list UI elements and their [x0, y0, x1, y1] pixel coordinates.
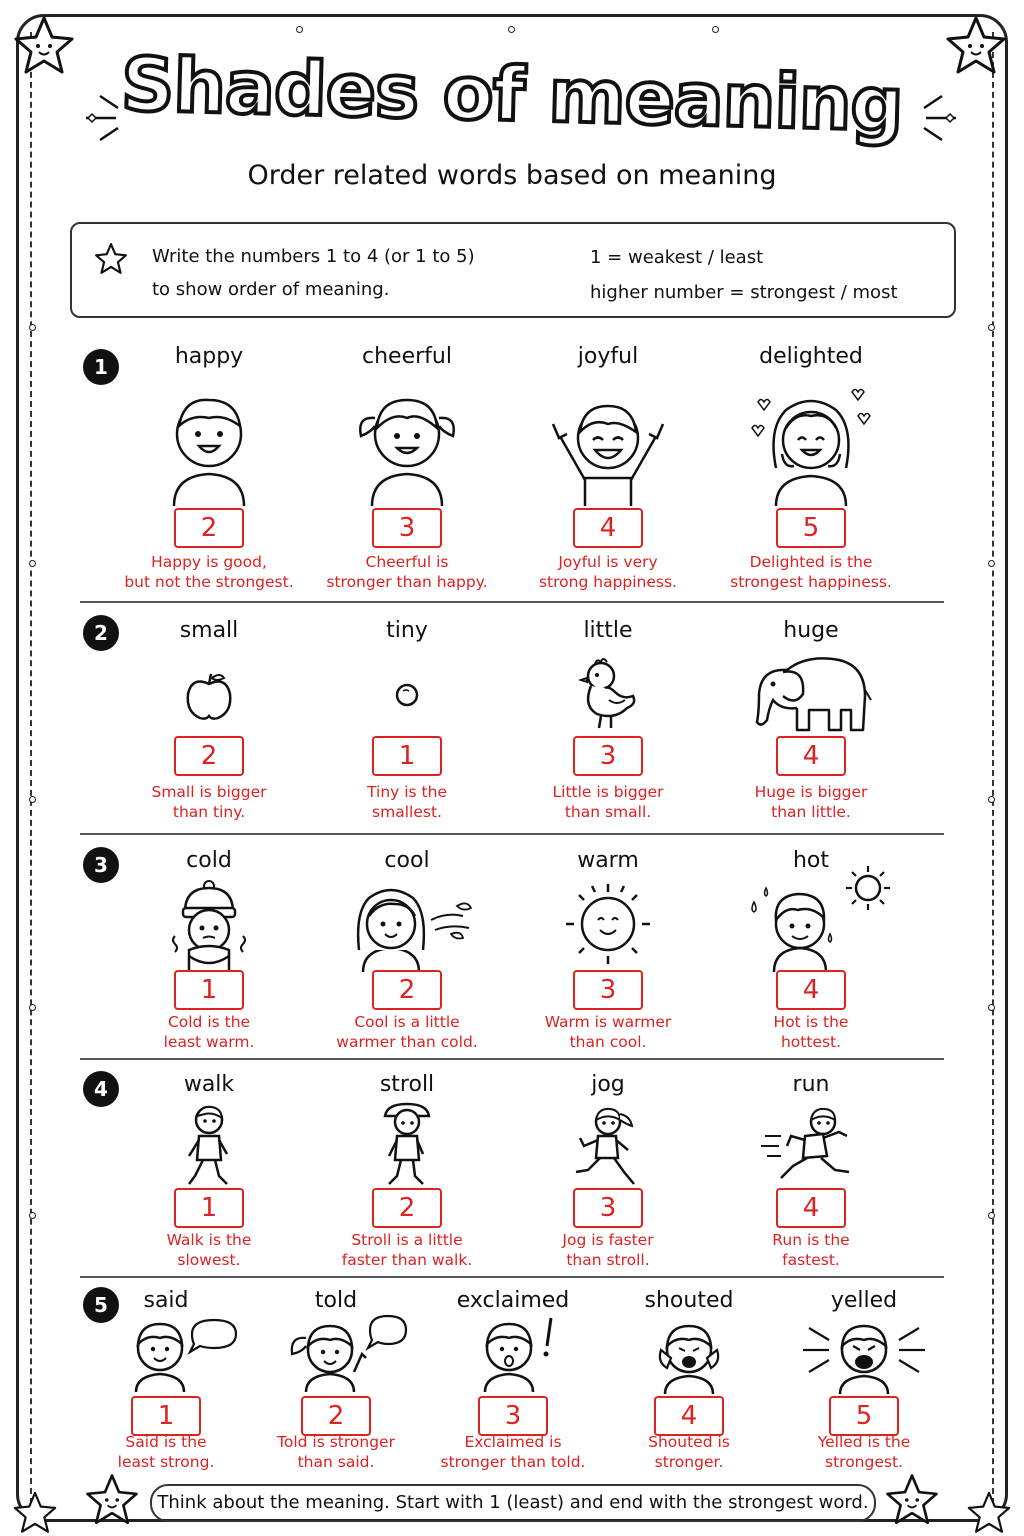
word-card	[413, 1284, 613, 1479]
explanation-line: Exclaimed is	[464, 1433, 562, 1451]
word-label: tiny	[386, 618, 428, 643]
word-label: hot	[792, 848, 830, 873]
word-card	[297, 614, 517, 824]
border-dot	[29, 560, 36, 567]
exclaiming-child-icon	[475, 1316, 563, 1392]
explanation-line: Walk is the	[166, 1231, 252, 1249]
word-label: happy	[174, 344, 244, 369]
chick-icon	[575, 656, 641, 730]
rank-box[interactable]: 4	[776, 1188, 846, 1228]
explanation-line: Jog is faster	[562, 1231, 654, 1249]
word-card	[99, 844, 319, 1054]
word-card	[701, 844, 921, 1054]
word-label: little	[583, 618, 633, 643]
word-card	[701, 614, 921, 824]
shouting-child-icon	[653, 1316, 725, 1394]
word-card	[498, 1068, 718, 1273]
explanation-line: hottest.	[780, 1033, 842, 1051]
section-number: 2	[83, 615, 119, 651]
star-icon	[884, 1472, 940, 1528]
happy-child-icon	[164, 388, 254, 506]
word-card	[297, 844, 517, 1054]
rank-box[interactable]: 1	[372, 736, 442, 776]
instructions-key	[590, 240, 898, 310]
word-label: exclaimed	[456, 1288, 570, 1313]
explanation-line: Shouted is	[648, 1433, 730, 1451]
border-dot	[508, 26, 515, 33]
smiling-sun-icon	[562, 880, 654, 966]
footer-tip: Think about the meaning. Start with 1 (least) and end with the strongest word.	[150, 1484, 876, 1522]
rank-box[interactable]: 2	[372, 970, 442, 1010]
explanation-line: strongest.	[825, 1453, 903, 1471]
page-subtitle: Order related words based on meaning	[247, 160, 777, 191]
running-child-icon	[761, 1106, 861, 1190]
explanation-line: than small.	[564, 803, 652, 821]
explanation-line: stronger than happy.	[326, 573, 488, 591]
instructions-box	[70, 222, 956, 318]
rank-box[interactable]: 4	[654, 1396, 724, 1436]
word-label: cheerful	[362, 344, 452, 369]
explanation-line: Hot is the	[773, 1013, 849, 1031]
explanation-line: Tiny is the	[367, 783, 447, 801]
instructions-text	[152, 240, 475, 306]
cold-child-icon	[167, 880, 251, 972]
rank-box[interactable]: 4	[573, 508, 643, 548]
explanation-line: least warm.	[163, 1033, 255, 1051]
rank-box[interactable]: 2	[372, 1188, 442, 1228]
word-label: jog	[591, 1072, 625, 1097]
word-card	[764, 1284, 964, 1479]
speaking-child-icon	[126, 1316, 238, 1392]
word-label: cold	[186, 848, 232, 873]
word-card	[99, 614, 319, 824]
section-number: 4	[83, 1071, 119, 1107]
explanation-line: Cold is the	[167, 1013, 251, 1031]
title-container	[0, 41, 1024, 149]
section-divider	[80, 1276, 944, 1278]
word-card	[498, 844, 718, 1054]
section-number: 1	[83, 349, 119, 385]
explanation-line: faster than walk.	[341, 1251, 473, 1269]
explanation-line: Delighted is the	[749, 553, 873, 571]
rank-box[interactable]: 1	[174, 970, 244, 1010]
star-outline-icon	[94, 242, 128, 276]
word-card	[297, 1068, 517, 1273]
border-dot	[988, 1212, 995, 1219]
rank-box[interactable]: 5	[829, 1396, 899, 1436]
explanation-line: Cool is a little	[354, 1013, 460, 1031]
rank-box[interactable]: 2	[174, 508, 244, 548]
page-title: Shades of meaning	[120, 41, 904, 149]
elephant-icon	[747, 650, 875, 734]
border-dot	[29, 324, 36, 331]
explanation-line: Happy is good,	[151, 553, 267, 571]
joyful-child-icon	[543, 388, 673, 506]
rank-box[interactable]: 5	[776, 508, 846, 548]
rank-box[interactable]: 1	[174, 1188, 244, 1228]
jogging-child-icon	[570, 1106, 646, 1190]
word-label: walk	[183, 1072, 235, 1097]
explanation-line: warmer than cold.	[336, 1033, 478, 1051]
star-icon	[966, 1490, 1012, 1536]
word-label: said	[143, 1288, 189, 1313]
word-card	[701, 340, 921, 595]
border-dot	[988, 560, 995, 567]
rank-box[interactable]: 4	[776, 970, 846, 1010]
word-label: cool	[384, 848, 430, 873]
word-label: warm	[577, 848, 639, 873]
explanation-line: strong happiness.	[538, 573, 677, 591]
word-label: small	[179, 618, 239, 643]
strolling-child-icon	[377, 1102, 437, 1190]
border-dot	[988, 796, 995, 803]
border-dot	[29, 1212, 36, 1219]
word-card	[236, 1284, 436, 1479]
border-dot	[296, 26, 303, 33]
cheerful-girl-icon	[347, 388, 467, 506]
border-dot	[988, 1004, 995, 1011]
word-card	[99, 1068, 319, 1273]
explanation-line: Warm is warmer	[544, 1013, 672, 1031]
border-dot	[29, 1004, 36, 1011]
explanation-line: Little is bigger	[552, 783, 664, 801]
word-card	[498, 340, 718, 595]
explanation-line: Run is the	[772, 1231, 850, 1249]
border-dot	[29, 796, 36, 803]
word-label: huge	[783, 618, 839, 643]
explanation-line: Said is the	[125, 1433, 207, 1451]
star-icon	[84, 1472, 140, 1528]
word-card	[498, 614, 718, 824]
section-divider	[80, 1058, 944, 1060]
section-number: 3	[83, 847, 119, 883]
word-label: told	[314, 1288, 358, 1313]
tiny-ball-icon	[394, 682, 420, 708]
explanation-line: Cheerful is	[365, 553, 449, 571]
explanation-line: Yelled is the	[817, 1433, 911, 1451]
instruction-line: to show order of meaning.	[152, 279, 390, 300]
rank-box[interactable]: 3	[573, 736, 643, 776]
word-label: joyful	[577, 344, 639, 369]
explanation-line: stronger than told.	[440, 1453, 586, 1471]
rank-box[interactable]: 3	[372, 508, 442, 548]
rank-box[interactable]: 3	[573, 970, 643, 1010]
word-label: stroll	[379, 1072, 435, 1097]
border-dot	[988, 324, 995, 331]
explanation-line: than stroll.	[566, 1251, 650, 1269]
walking-child-icon	[179, 1104, 239, 1190]
explanation-line: Stroll is a little	[351, 1231, 463, 1249]
hot-child-icon	[746, 862, 896, 972]
word-card	[99, 340, 319, 595]
rank-box[interactable]: 3	[478, 1396, 548, 1436]
delighted-girl-icon	[746, 388, 876, 506]
word-card	[589, 1284, 789, 1479]
explanation-line: stronger.	[654, 1453, 724, 1471]
explanation-line: Small is bigger	[151, 783, 267, 801]
section-divider	[80, 601, 944, 603]
word-label: run	[792, 1072, 830, 1097]
word-card	[297, 340, 517, 595]
word-card	[701, 1068, 921, 1273]
rank-box[interactable]: 3	[573, 1188, 643, 1228]
explanation-line: but not the strongest.	[124, 573, 294, 591]
border-dot	[712, 26, 719, 33]
cool-breeze-girl-icon	[339, 882, 475, 972]
key-line: higher number = strongest / most	[590, 282, 898, 303]
rank-box[interactable]: 2	[174, 736, 244, 776]
explanation-line: fastest.	[782, 1251, 840, 1269]
rank-box[interactable]: 1	[131, 1396, 201, 1436]
word-label: delighted	[759, 344, 863, 369]
explanation-line: slowest.	[177, 1251, 241, 1269]
rank-box[interactable]: 2	[301, 1396, 371, 1436]
explanation-line: least strong.	[117, 1453, 215, 1471]
explanation-line: smallest.	[372, 803, 442, 821]
instruction-line: Write the numbers 1 to 4 (or 1 to 5)	[152, 246, 475, 267]
explanation-line: Huge is bigger	[754, 783, 868, 801]
explanation-line: than said.	[297, 1453, 375, 1471]
telling-girl-icon	[284, 1312, 408, 1392]
rank-box[interactable]: 4	[776, 736, 846, 776]
apple-icon	[184, 670, 234, 722]
explanation-line: Told is stronger	[277, 1433, 395, 1451]
word-label: yelled	[830, 1288, 898, 1313]
star-icon	[12, 1490, 58, 1536]
explanation-line: than tiny.	[172, 803, 246, 821]
key-line: 1 = weakest / least	[590, 247, 764, 268]
explanation-line: Joyful is very	[558, 553, 658, 571]
explanation-line: than cool.	[569, 1033, 647, 1051]
explanation-line: than little.	[771, 803, 851, 821]
section-divider	[80, 833, 944, 835]
word-label: shouted	[644, 1288, 734, 1313]
section-number: 5	[83, 1287, 119, 1323]
yelling-child-icon	[799, 1314, 929, 1394]
explanation-line: strongest happiness.	[730, 573, 892, 591]
